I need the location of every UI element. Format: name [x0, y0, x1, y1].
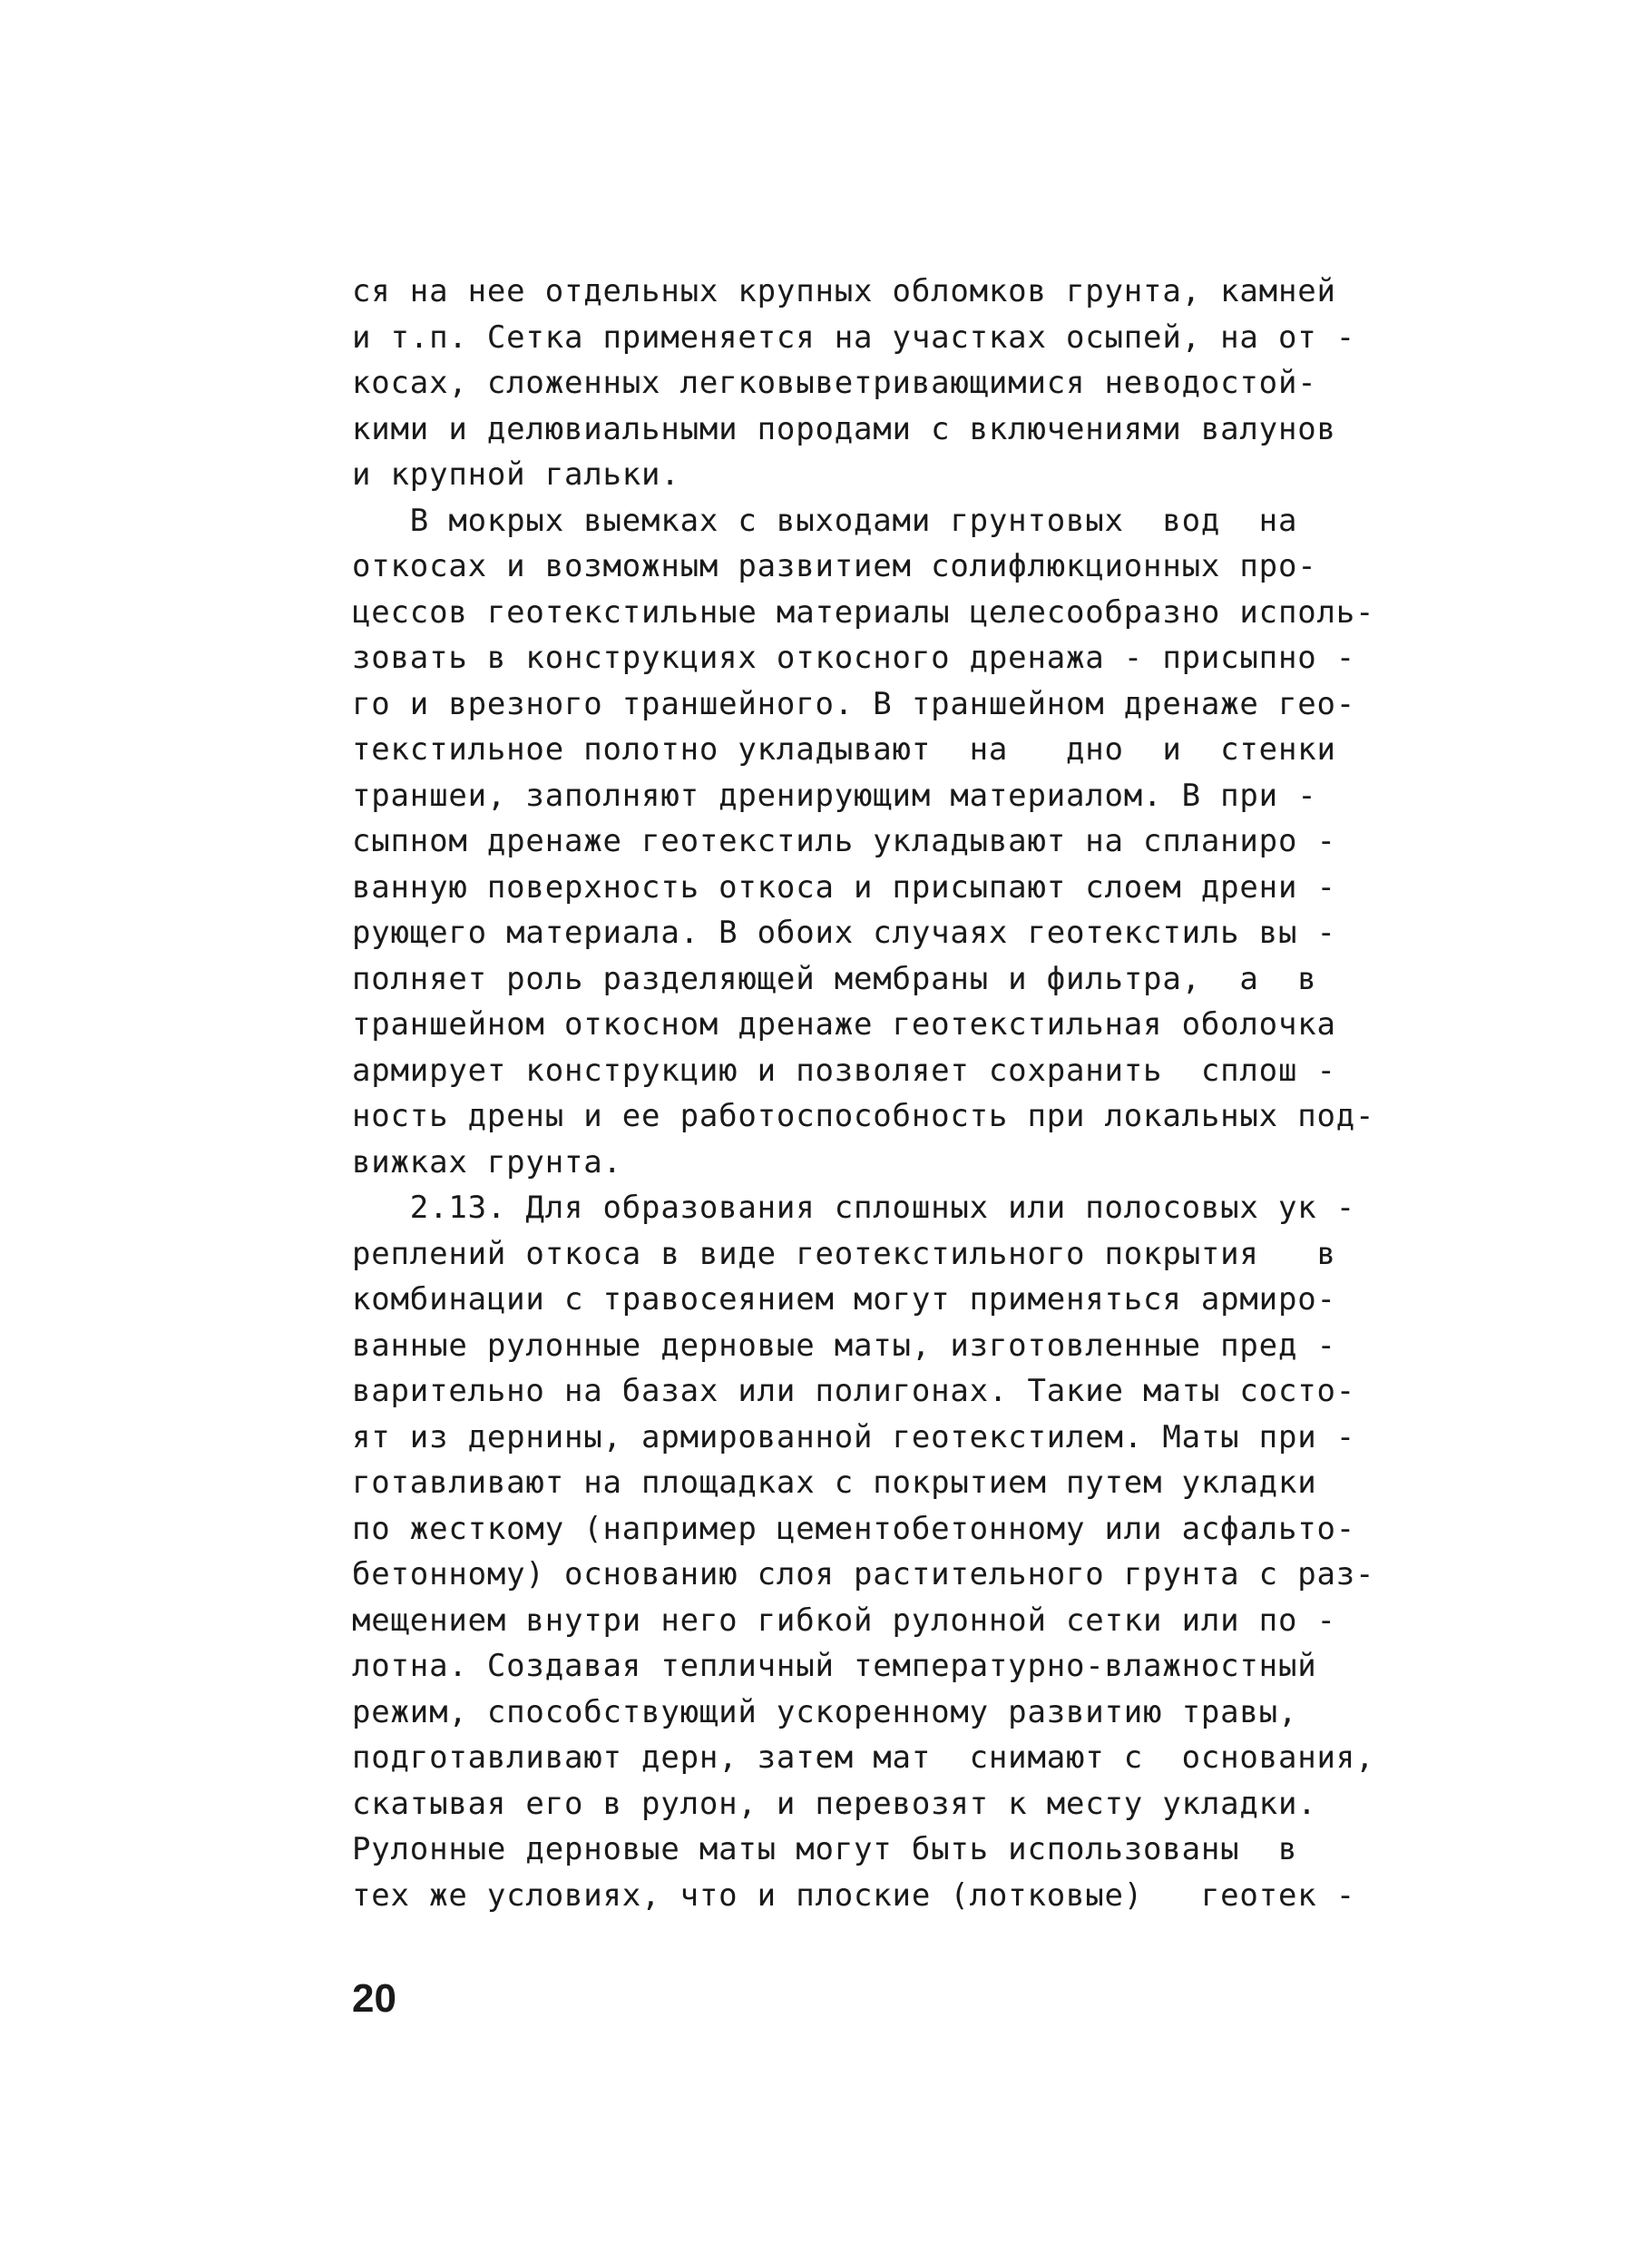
text-line: ся на нее отдельных крупных обломков грунта, камней	[352, 273, 1336, 309]
text-line: ванные рулонные дерновые маты, изготовленные пред -	[352, 1327, 1336, 1364]
text-line: тех же условиях, что и плоские (лотковые) геотек -	[352, 1876, 1356, 1914]
text-line: ят из дернины, армированной геотекстилем. Маты при -	[352, 1418, 1356, 1455]
text-line: варительно на базах или полигонах. Такие маты состо-	[352, 1373, 1356, 1409]
text-line: Рулонные дерновые маты могут быть использованы в	[352, 1831, 1298, 1867]
text-line: полняет роль разделяющей мембраны и фильтра, а в	[352, 960, 1317, 997]
text-line: комбинации с травосеянием могут применяться армиро-	[352, 1281, 1336, 1318]
text-line: бетонному) основанию слоя растительного грунта с раз-	[352, 1556, 1375, 1592]
text-line: сыпном дренаже геотекстиль укладывают на спланиро -	[352, 823, 1336, 859]
text-line: откосах и возможным развитием солифлюкционных про-	[352, 548, 1317, 584]
text-line: ванную поверхность откоса и присыпают слоем дрени -	[352, 868, 1336, 906]
text-line: по жесткому (например цементобетонному или асфальто-	[352, 1510, 1356, 1547]
text-line: цессов геотекстильные материалы целесообразно исполь-	[352, 593, 1375, 631]
text-line: косах, сложенных легковыветривающимися неводостой-	[352, 365, 1317, 401]
text-line: зовать в конструкциях откосного дренажа - присыпно -	[352, 640, 1356, 676]
text-line: траншеи, заполняют дренирующим материалом. В при -	[352, 777, 1317, 814]
text-line: ность дрены и ее работоспособность при локальных под-	[352, 1098, 1375, 1134]
text-line: В мокрых выемках с выходами грунтовых вод на	[352, 502, 1298, 539]
text-line: го и врезного траншейного. В траншейном дренаже гео-	[352, 685, 1356, 722]
text-line: скатывая его в рулон, и перевозят к месту укладки.	[352, 1785, 1317, 1822]
text-line: рующего материала. В обоих случаях геотекстиль вы -	[352, 915, 1336, 951]
text-line: реплений откоса в виде геотекстильного покрытия в	[352, 1235, 1336, 1272]
body-text	[352, 269, 1531, 1918]
text-line: 2.13. Для образования сплошных или полосовых ук -	[352, 1190, 1356, 1226]
text-line: мещением внутри него гибкой рулонной сетки или по -	[352, 1602, 1336, 1639]
text-line: траншейном откосном дренаже геотекстильная оболочка	[352, 1006, 1336, 1043]
text-line: кими и делювиальными породами с включениями валунов	[352, 410, 1336, 447]
text-line: вижках грунта.	[352, 1143, 622, 1180]
text-line: подготавливают дерн, затем мат снимают с основания,	[352, 1739, 1375, 1776]
page-number: 20	[352, 1976, 396, 2021]
text-line: армирует конструкцию и позволяет сохранить сплош -	[352, 1052, 1336, 1089]
text-line: лотна. Создавая тепличный температурно-влажностный	[352, 1648, 1317, 1684]
text-line: и т.п. Сетка применяется на участках осыпей, на от -	[352, 318, 1356, 356]
text-line: текстильное полотно укладывают на дно и стенки	[352, 731, 1336, 768]
text-line: и крупной гальки.	[352, 456, 680, 493]
text-line: готавливают на площадках с покрытием путем укладки	[352, 1465, 1317, 1501]
text-line: режим, способствующий ускоренному развитию травы,	[352, 1693, 1298, 1730]
